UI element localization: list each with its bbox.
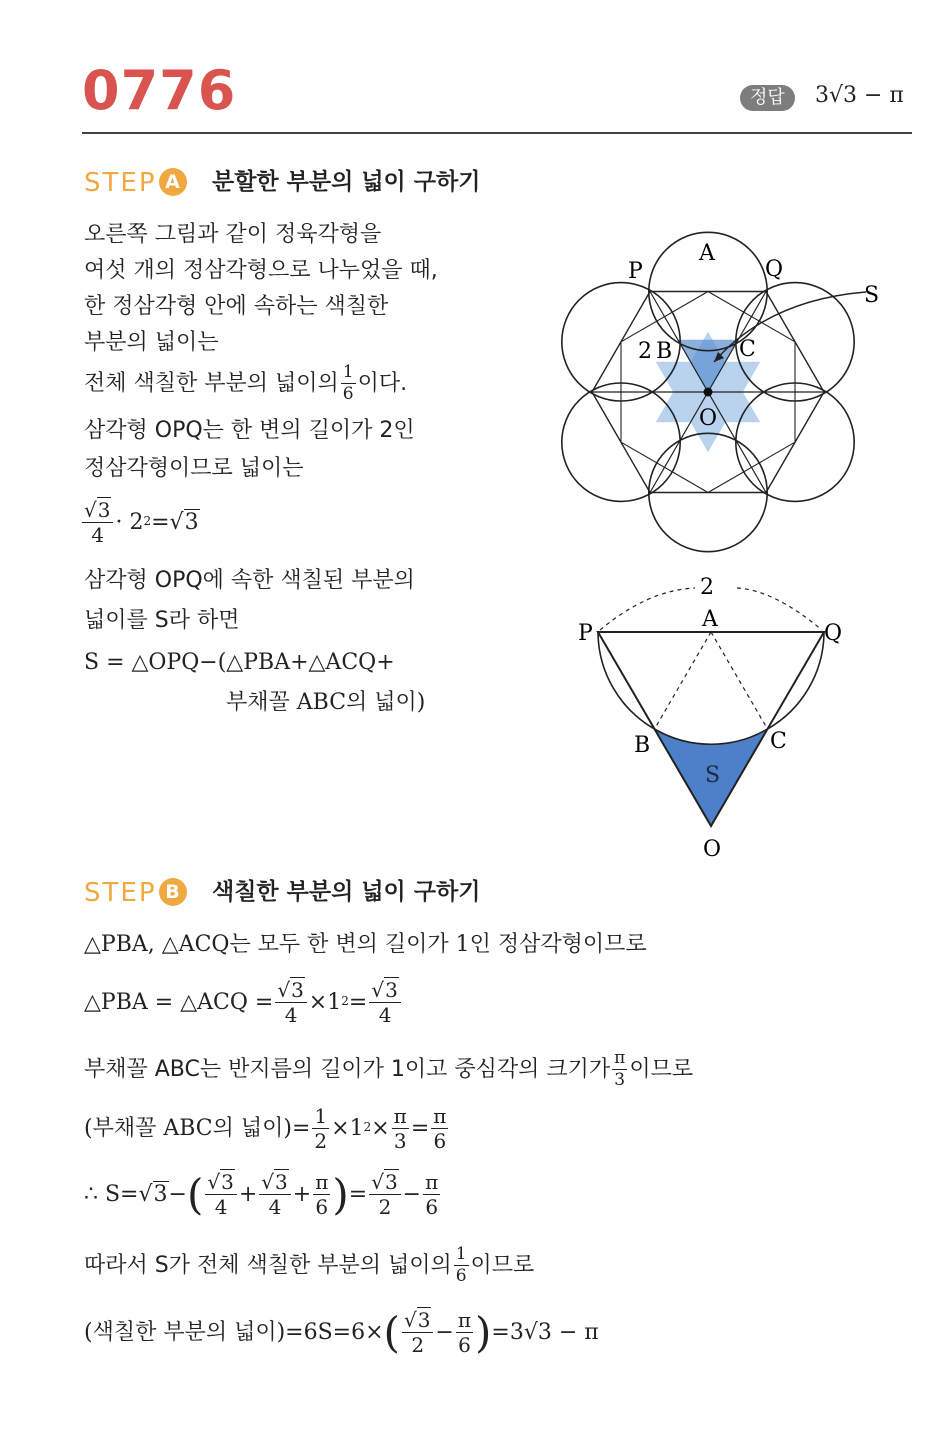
diagram-lines (562, 232, 866, 551)
dimension-right (737, 588, 822, 630)
dashed-ac (711, 632, 768, 729)
step-a-label: STEP (84, 168, 157, 198)
inner-segment (621, 442, 708, 492)
problem-number: 0776 (82, 59, 237, 122)
step-b-heading (84, 878, 187, 908)
step-a-line: 전체 색칠한 부분의 넓이의 (84, 370, 339, 396)
label-a: A (699, 241, 715, 266)
step-b-line1: △PBA, △ACQ는 모두 한 변의 길이가 1인 정삼각형이므로 (84, 932, 647, 957)
dimension-left (600, 588, 695, 630)
flower-diagram (548, 220, 898, 565)
label-o: O (703, 837, 722, 862)
step-b-label: STEP (84, 878, 157, 908)
inner-segment (708, 292, 795, 342)
label-c: C (739, 337, 756, 362)
area-opq-equation: $\frac{√3}{4}$ · 2 $^2$ = √3 (84, 498, 199, 547)
label-q: Q (765, 257, 784, 282)
label-q: Q (824, 621, 843, 646)
label-b: B (656, 339, 673, 364)
step-a-line: 오른쪽 그림과 같이 정육각형을 (84, 222, 382, 247)
step-a-line: 삼각형 OPQ는 한 변의 길이가 2인 (84, 418, 415, 443)
s-definition: S = △OPQ−(△PBA+△ACQ+ (84, 650, 395, 675)
step-a-line: 정삼각형이므로 넓이는 (84, 456, 304, 481)
label-b: B (634, 733, 651, 758)
fraction-one-sixth: $\frac{1}{6}$ (342, 362, 354, 404)
label-a: A (702, 607, 718, 632)
label-2: 2 (700, 575, 714, 600)
sector-area-equation: (부채꼴 ABC의 넓이)= $\frac{1}{2}$ × 1 $^2$ × $\frac{\pi}{3}$ = $\frac{\pi}{6}$ (84, 1104, 447, 1153)
label-s: S (864, 283, 880, 308)
ratio-statement: 따라서 S가 전체 색칠한 부분의 넓이의 $\frac{1}{6}$ 이므로 (84, 1244, 535, 1286)
center-dot (704, 388, 713, 397)
step-a-line: 이다. (357, 370, 408, 396)
step-a-line: 넓이를 S라 하면 (84, 608, 240, 633)
label-p: P (628, 259, 643, 284)
final-equation: (색칠한 부분의 넓이)=6S=6× ( $\frac{√3}{2}$ − $\frac{\pi}{6}$ ) =3√3 − π (84, 1307, 599, 1357)
s-definition-cont: 부채꼴 ABC의 넓이) (226, 690, 426, 715)
s-result-equation: ∴ S= √3 − ( $\frac{√3}{4}$ + $\frac{√3}{4}$ + $\frac{\pi}{6}$ ) = $\frac{√3}{2}$ − $\frac{\pi}{6}$ (84, 1169, 439, 1219)
step-a-heading (84, 168, 187, 198)
fraction-root3-over-4: $\frac{√3}{4}$ (82, 500, 113, 545)
step-a-line-ratio (84, 364, 407, 403)
answer-badge: 정답 (740, 85, 795, 111)
step-b-title: 색칠한 부분의 넓이 구하기 (212, 879, 481, 905)
label-p: P (578, 621, 593, 646)
header-divider (82, 132, 912, 134)
label-s: S (705, 763, 721, 788)
step-a-letter: A (159, 168, 187, 196)
step-a-title: 분할한 부분의 넓이 구하기 (212, 169, 481, 195)
sector-description: 부채꼴 ABC는 반지름의 길이가 1이고 중심각의 크기가 $\frac{\pi}{3}$ 이므로 (84, 1048, 694, 1090)
step-a-line: 삼각형 OPQ에 속한 색칠된 부분의 (84, 568, 415, 593)
step-a-line: 한 정삼각형 안에 속하는 색칠한 (84, 294, 389, 319)
dashed-ab (655, 632, 712, 729)
answer-value: 3√3 − π (815, 83, 904, 108)
step-a-line: 부분의 넓이는 (84, 330, 219, 355)
label-o: O (699, 406, 718, 431)
step-b-letter: B (159, 878, 187, 906)
inner-segment (621, 292, 708, 342)
triangle-diagram (568, 570, 868, 865)
step-a-line: 여섯 개의 정삼각형으로 나누었을 때, (84, 258, 438, 283)
label-2: 2 (638, 339, 652, 364)
label-c: C (770, 729, 787, 754)
area-pba-equation: △PBA = △ACQ = $\frac{√3}{4}$ × 1 $^2$ = $\frac{√3}{4}$ (84, 980, 403, 1025)
inner-segment (708, 442, 795, 492)
